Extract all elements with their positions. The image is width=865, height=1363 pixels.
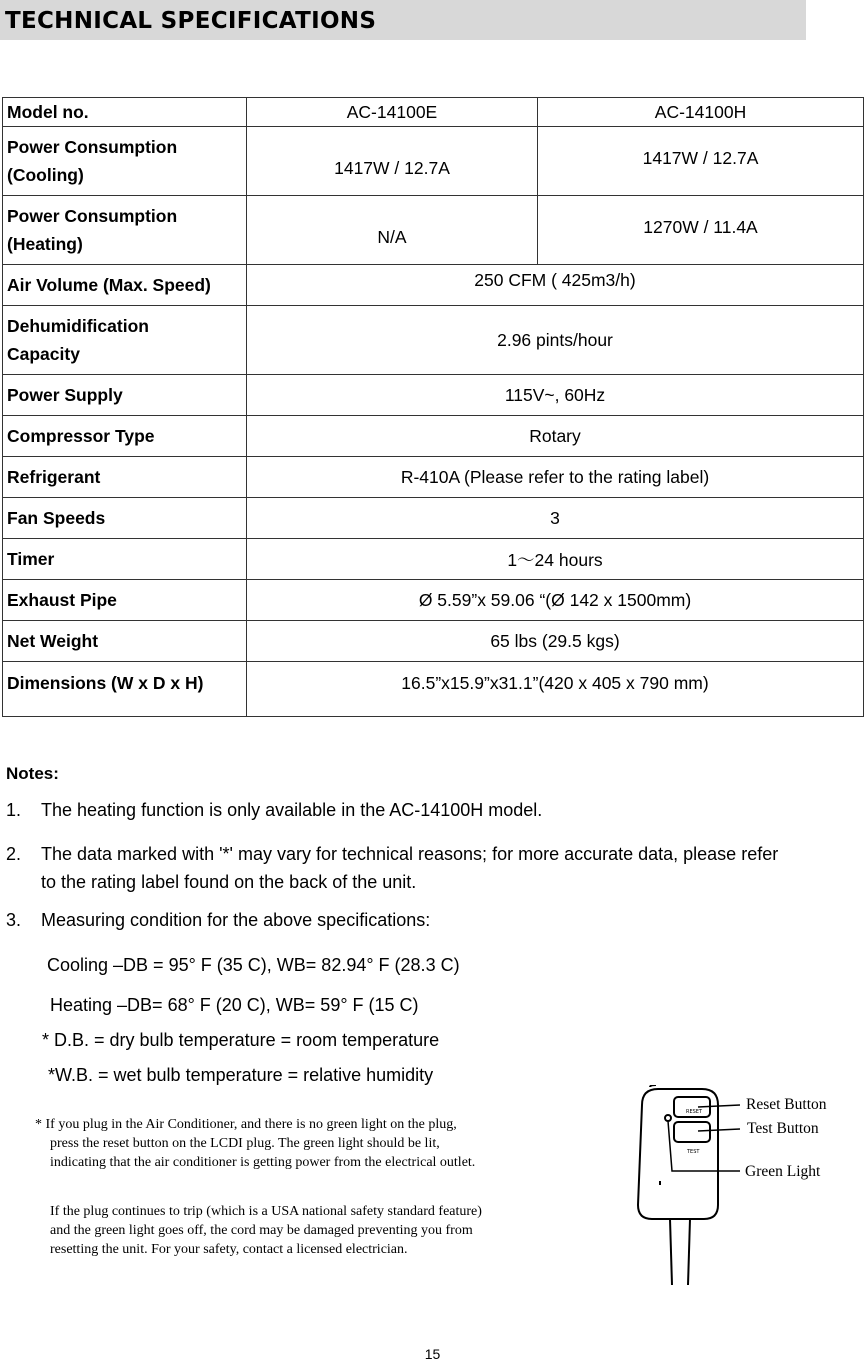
table-row <box>3 265 864 306</box>
cell-value: Rotary <box>247 416 864 457</box>
model-h: AC-14100H <box>538 98 864 127</box>
row-label: Refrigerant <box>3 457 247 498</box>
model-e: AC-14100E <box>247 98 538 127</box>
plug-note-para1: * If you plug in the Air Conditioner, and there is no green light on the plug, press the reset button on the LCDI plug. The green light should be lit, indicating that the air conditioner is getting power from the electrical outlet. <box>35 1117 476 1170</box>
heating-condition: Heating –DB= 68° F (20 C), WB= 59° F (15 C) <box>50 995 419 1015</box>
green-light-label: Green Light <box>745 1163 821 1180</box>
table-row <box>3 375 864 416</box>
table-row <box>3 457 864 498</box>
cell-value: R-410A (Please refer to the rating label) <box>247 457 864 498</box>
row-label: Compressor Type <box>3 416 247 457</box>
svg-text:RESET: RESET <box>686 1109 703 1115</box>
table-row <box>3 98 864 127</box>
row-label: Air Volume (Max. Speed) <box>3 265 247 306</box>
row-label: Power Consumption (Heating) <box>3 196 247 265</box>
table-row <box>3 662 864 717</box>
spec-table <box>2 97 864 717</box>
table-row <box>3 498 864 539</box>
cell-value: 2.96 pints/hour <box>247 306 864 375</box>
table-row <box>3 539 864 580</box>
lcdi-plug-illustration <box>630 1085 740 1285</box>
cell-value: 3 <box>247 498 864 539</box>
row-label: Dehumidification Capacity <box>3 306 247 375</box>
row-label: Model no. <box>3 98 247 127</box>
page-title: TECHNICAL SPECIFICATIONS <box>5 8 377 34</box>
cell-value: 1270W / 11.4A <box>538 196 864 265</box>
cell-value: 65 lbs (29.5 kgs) <box>247 621 864 662</box>
cell-value: Ø 5.59”x 59.06 “(Ø 142 x 1500mm) <box>247 580 864 621</box>
test-button-shape <box>674 1122 710 1142</box>
table-row <box>3 416 864 457</box>
table-row <box>3 580 864 621</box>
cell-value: 250 CFM ( 425m3/h) <box>247 265 864 306</box>
section-header-bar <box>0 0 806 40</box>
cell-value: N/A <box>247 196 538 265</box>
cell-value: 16.5”x15.9”x31.1”(420 x 405 x 790 mm) <box>247 662 864 717</box>
plug-note-para2: If the plug continues to trip (which is a USA national safety standard feature) and the green light goes off, the cord may be damaged preventing you from resetting the unit. For your safety, contact a licensed electrician. <box>50 1204 482 1257</box>
db-definition: * D.B. = dry bulb temperature = room temperature <box>42 1030 440 1050</box>
wb-definition: *W.B. = wet bulb temperature = relative humidity <box>48 1065 434 1085</box>
reset-button-label: Reset Button <box>746 1096 827 1113</box>
page-number: 15 <box>424 1346 441 1362</box>
cooling-condition: Cooling –DB = 95° F (35 C), WB= 82.94° F (28.3 C) <box>47 955 460 975</box>
row-label: Timer <box>3 539 247 580</box>
cell-value: 115V~, 60Hz <box>247 375 864 416</box>
row-label: Power Supply <box>3 375 247 416</box>
test-button-label: Test Button <box>747 1120 819 1137</box>
row-label: Dimensions (W x D x H) <box>3 662 247 717</box>
notes-title: Notes: <box>6 764 59 783</box>
row-label: Power Consumption (Cooling) <box>3 127 247 196</box>
row-label: Exhaust Pipe <box>3 580 247 621</box>
row-label: Net Weight <box>3 621 247 662</box>
cell-value: 1417W / 12.7A <box>538 127 864 196</box>
green-light-indicator <box>665 1115 671 1121</box>
table-row <box>3 196 864 265</box>
cell-value: 1417W / 12.7A <box>247 127 538 196</box>
table-row <box>3 621 864 662</box>
row-label: Fan Speeds <box>3 498 247 539</box>
cell-value: 1～24 hours <box>247 539 864 580</box>
svg-text:TEST: TEST <box>687 1149 700 1155</box>
table-row <box>3 127 864 196</box>
table-row <box>3 306 864 375</box>
